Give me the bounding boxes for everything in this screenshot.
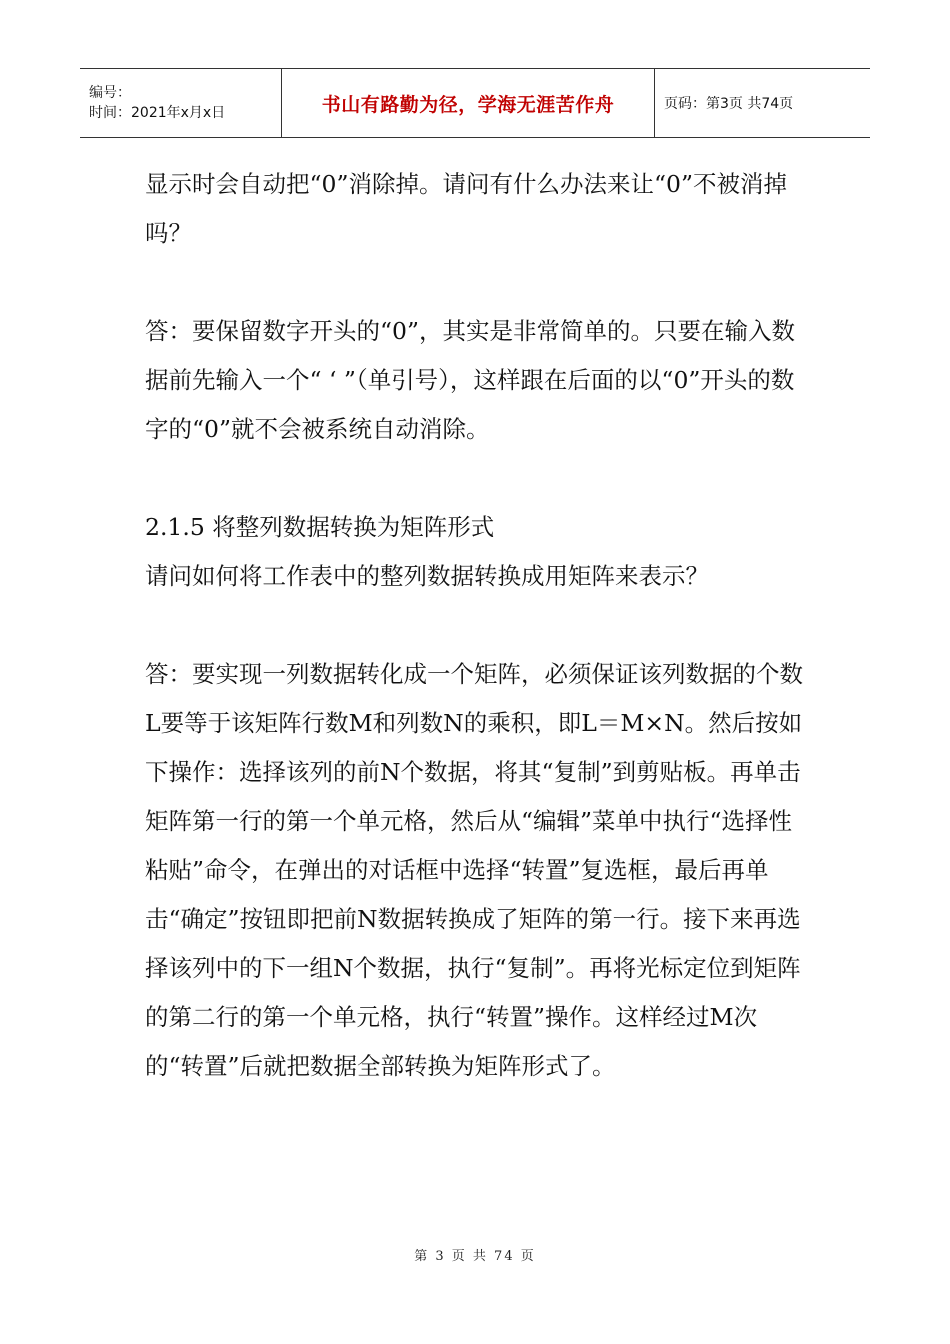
- paragraph-spacer: [145, 454, 810, 503]
- answer-paragraph-2: 答：要实现一列数据转化成一个矩阵，必须保证该列数据的个数L要等于该矩阵行数M和列数N的乘积，即L＝M×N。然后按如下操作：选择该列的前N个数据，将其“复制”到剪贴板。再单击矩阵第一行的第一个单元格，然后从“编辑”菜单中执行“选择性粘贴”命令，在弹出的对话框中选择“转置”复选框，最后再单击“确定”按钮即把前N数据转换成了矩阵的第一行。接下来再选择该列中的下一组N个数据，执行“复制”。再将光标定位到矩阵的第二行的第一个单元格，执行“转置”操作。这样经过M次的“转置”后就把数据全部转换为矩阵形式了。: [145, 660, 803, 1080]
- question-paragraph: 请问如何将工作表中的整列数据转换成用矩阵来表示？: [145, 562, 709, 590]
- page-header: [80, 68, 870, 138]
- document-date-label: 时间：2021年x月x日: [89, 105, 226, 121]
- section-heading: 2.1.5 将整列数据转换为矩阵形式: [145, 513, 495, 541]
- paragraph-spacer: [145, 601, 810, 650]
- document-number-label: 编号：: [89, 85, 131, 101]
- header-page-cell: [655, 69, 870, 137]
- header-motto-cell: [282, 69, 655, 137]
- answer-paragraph-1: 答：要保留数字开头的“0”，其实是非常简单的。只要在输入数据前先输入一个“ ‘ ”（单引号），这样跟在后面的以“0”开头的数字的“0”就不会被系统自动消除。: [145, 317, 795, 443]
- body-paragraph-1: 显示时会自动把“0”消除掉。请问有什么办法来让“0”不被消掉吗？: [145, 170, 787, 247]
- header-motto: 书山有路勤为径，学海无涯苦作舟: [321, 93, 615, 116]
- header-page-info: 页码：第3页 共74页: [664, 96, 794, 112]
- paragraph-spacer: [145, 258, 810, 307]
- document-body: [145, 160, 810, 1091]
- page-footer: 第 3 页 共 74 页: [414, 1249, 536, 1264]
- header-meta-cell: [80, 69, 282, 137]
